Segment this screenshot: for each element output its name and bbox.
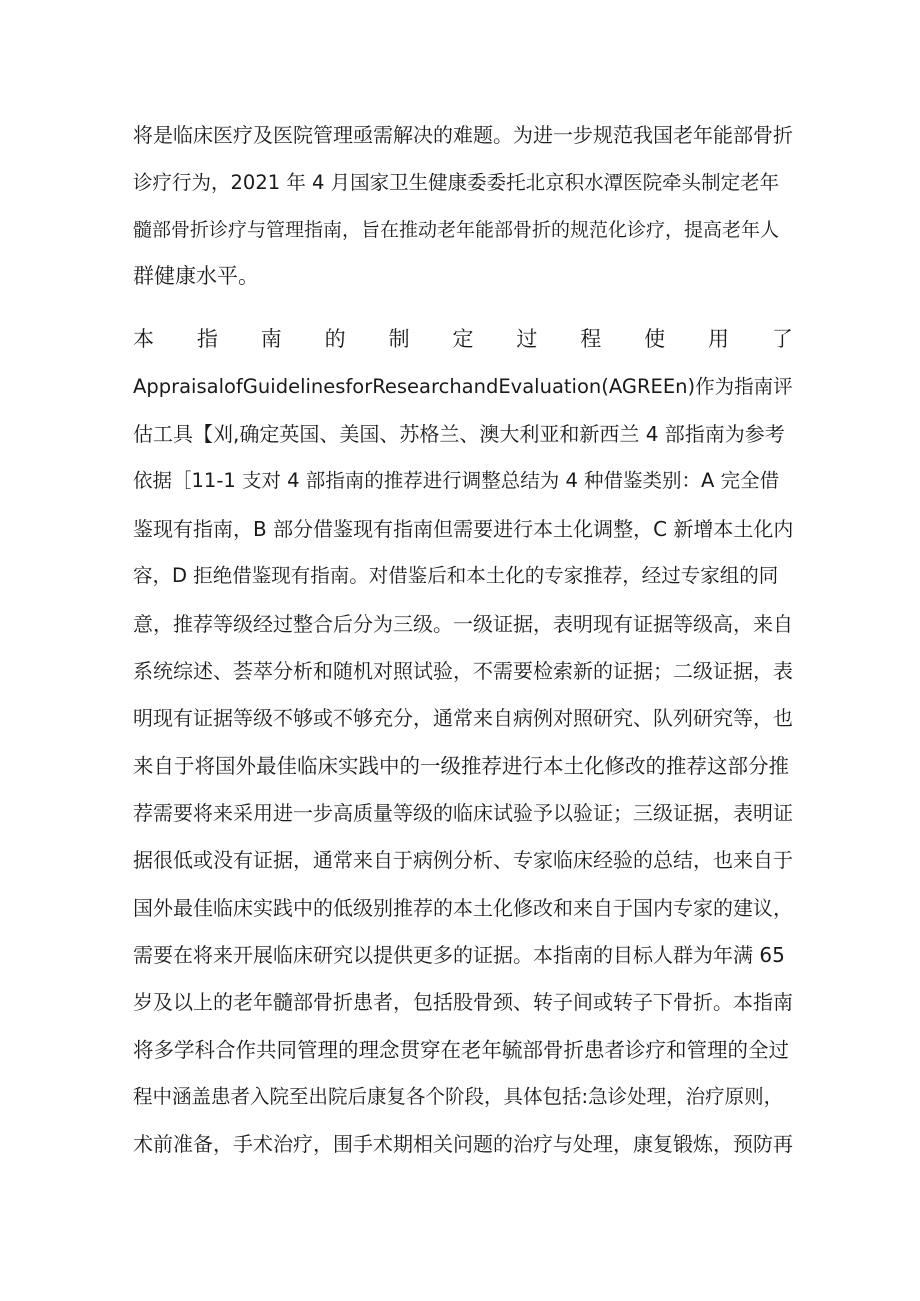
spread-char: 程 [580, 327, 602, 351]
paragraph-2-line-6: 容，D 拒绝借鉴现有指南。对借鉴后和本土化的专家推荐，经过专家组的同 [133, 564, 779, 587]
paragraph-2-line-4: 依据［11-1 支对 4 部指南的推荐进行调整总结为 4 种借鉴类别：A 完全借 [133, 469, 780, 492]
paragraph-2-line-3: 估工具【刈,确定英国、美国、苏格兰、澳大利亚和新西兰 4 部指南为参考 [133, 422, 785, 446]
paragraph-1-line-2: 诊疗行为，2021 年 4 月国家卫生健康委委托北京积水潭医院牵头制定老年 [133, 171, 780, 194]
spread-char: 的 [324, 327, 346, 351]
spread-char: 制 [388, 327, 410, 351]
paragraph-2-line-9: 明现有证据等级不够或不够充分，通常来自病例对照研究、队列研究等，也 [133, 706, 793, 730]
paragraph-2-line-11: 荐需要将来采用进一步高质量等级的临床试验予以验证；三级证据，表明证 [133, 801, 793, 825]
paragraph-2-line-7: 意，推荐等级经过整合后分为三级。一级证据，表明现有证据等级高，来自 [133, 612, 793, 636]
paragraph-2-line-10: 来自于将国外最佳临床实践中的一级推荐进行本土化修改的推荐这部分推 [133, 754, 789, 778]
spread-char: 指 [196, 327, 218, 351]
paragraph-1-line-4: 群健康水平。 [133, 264, 259, 288]
paragraph-1-line-3: 髓部骨折诊疗与管理指南，旨在推动老年能部骨折的规范化诊疗，提高老年人 [133, 219, 780, 241]
paragraph-2-line-8: 系统综述、荟萃分析和随机对照试验，不需要检索新的证据；二级证据，表 [133, 659, 793, 683]
paragraph-2-line-18: 术前准备，手术治疗，围手术期相关问题的治疗与处理，康复锻炼，预防再 [133, 1132, 793, 1156]
spread-char: 用 [708, 327, 730, 351]
spread-char: 了 [771, 327, 793, 351]
paragraph-2-line-13: 国外最佳临床实践中的低级别推荐的本土化修改和来自于国内专家的建议， [133, 896, 793, 920]
paragraph-2-line-12: 据很低或没有证据，通常来自于病例分析、专家临床经验的总结，也来自于 [133, 848, 793, 872]
paragraph-2-line-16: 将多学科合作共同管理的理念贯穿在老年毓部骨折患者诊疗和管理的全过 [133, 1038, 789, 1062]
paragraph-2-line-2: AppraisalofGuidelinesforResearchandEvaluation(AGREEn)作为指南评 [133, 375, 793, 398]
spread-char: 定 [452, 327, 474, 351]
paragraph-2-line-17: 程中涵盖患者入院至出院后康复各个阶段，具体包括:急诊处理，治疗原则， [133, 1085, 784, 1108]
spread-char: 南 [260, 327, 282, 351]
paragraph-2-line-14: 需要在将来开展临床研究以提供更多的证据。本指南的目标人群为年满 65 [133, 943, 785, 967]
paragraph-2-line-15: 岁及以上的老年髓部骨折患者，包括股骨颈、转子间或转子下骨折。本指南 [133, 990, 793, 1014]
paragraph-2-spread-line [133, 324, 793, 354]
spread-char: 本 [133, 327, 154, 351]
spread-char: 使 [644, 327, 666, 351]
paragraph-2-line-5: 鉴现有指南，B 部分借鉴现有指南但需要进行本土化调整，C 新增本土化内 [133, 517, 793, 541]
paragraph-1-line-1: 将是临床医疗及医院管理亟需解决的难题。为进一步规范我国老年能部骨折 [133, 123, 793, 147]
spread-char: 过 [516, 327, 538, 351]
